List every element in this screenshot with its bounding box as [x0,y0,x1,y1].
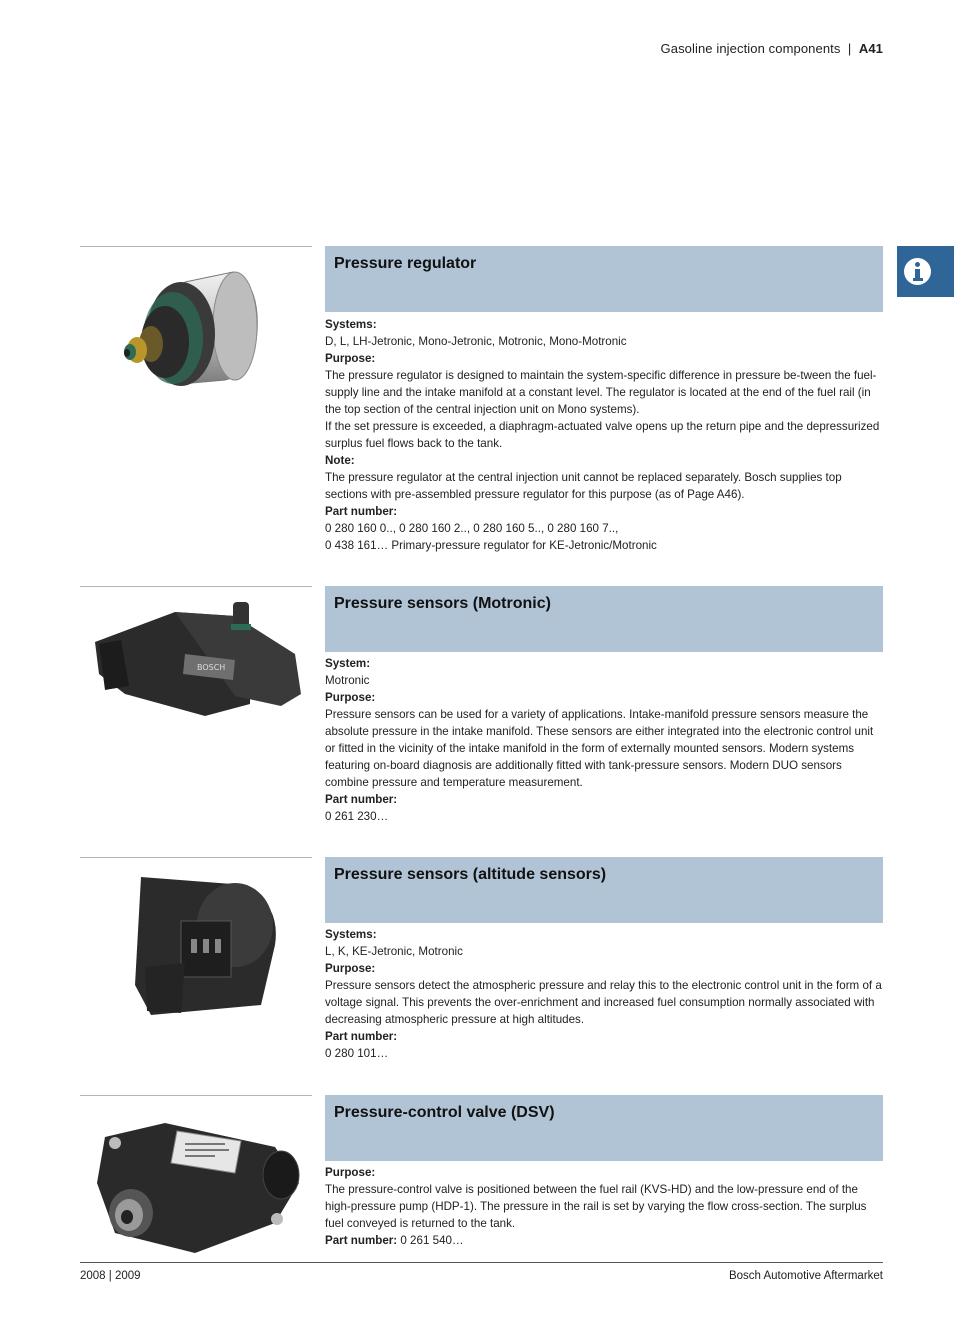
footer-publisher: Bosch Automotive Aftermarket [728,1270,883,1282]
section-divider [80,857,312,858]
info-tab[interactable] [897,246,954,297]
page-header [661,41,883,56]
section-divider [80,1095,312,1096]
section-pressure-regulator [80,246,883,566]
field-label: Purpose: [325,962,376,975]
field-label: System: [325,657,371,670]
field-label: Note: [325,454,355,467]
section-body [325,1164,883,1249]
field-text: D, L, LH-Jetronic, Mono-Jetronic, Motronic, Mono-Motronic [325,335,627,348]
field-label: Purpose: [325,691,376,704]
section-body [325,655,883,825]
field-text: L, K, KE-Jetronic, Motronic [325,945,463,958]
pressure-regulator-image [85,254,307,404]
section-pressure-sensors-motronic [80,586,883,836]
field-label: Part number: [325,1234,398,1247]
pressure-control-valve-image [85,1103,307,1253]
part-number-line [325,1232,883,1249]
field-text: Pressure sensors detect the atmospheric pressure and relay this to the electronic control unit in the form of a voltage signal. This prevents the over-enrichment and increased fuel consumption normally associated with decreasing atmospheric pressure at high altitudes. [325,979,882,1026]
section-title: Pressure sensors (Motronic) [334,595,551,612]
header-section-title: Gasoline injection components [660,41,841,56]
footer-years: 2008 | 2009 [80,1270,141,1282]
part-number-text: 0 261 540… [400,1234,464,1247]
field-text: The pressure regulator is designed to maintain the system-specific difference in pressure be-tween the fuel-supply line and the intake manifold at a constant level. The regulator is located at the end of the fuel rail (in the top section of the central injection unit on Mono systems). [325,369,877,416]
field-text: Motronic [325,674,370,687]
field-label: Systems: [325,318,377,331]
page-number: A41 [858,41,883,56]
field-text: The pressure-control valve is positioned between the fuel rail (KVS-HD) and the low-pressure end of the high-pressure pump (HDP-1). The pressure in the rail is set by varying the flow cross-section. The surplus fuel conveyed is returned to the tank. [325,1183,867,1230]
section-divider [80,246,312,247]
section-title-band [325,1095,883,1161]
section-pressure-sensors-altitude [80,857,883,1077]
field-label: Part number: [325,1030,398,1043]
section-title-band [325,857,883,923]
field-text: Pressure sensors can be used for a variety of applications. Intake-manifold pressure sensors measure the absolute pressure in the intake manifold. These sensors are either integrated into the electronic control unit or fitted in the vicinity of the intake manifold in the form of externally mounted sensors. Modern systems featuring on-board diagnosis are additionally fitted with tank-pressure sensors. Modern DUO sensors combine pressure and temperature measurement. [325,708,874,789]
section-title-band [325,246,883,312]
section-divider [80,586,312,587]
altitude-sensor-image [85,865,307,1015]
part-number-text: 0 438 161… Primary-pressure regulator for KE-Jetronic/Motronic [325,539,657,552]
field-text: If the set pressure is exceeded, a diaphragm-actuated valve opens up the return pipe and the depressurized surplus fuel flows back to the tank. [325,420,880,450]
field-label: Systems: [325,928,377,941]
section-title: Pressure sensors (altitude sensors) [334,866,607,883]
field-label: Part number: [325,505,398,518]
section-title: Pressure regulator [334,255,477,272]
header-separator: | [847,41,852,56]
part-number-text: 0 280 101… [325,1047,389,1060]
section-title: Pressure-control valve (DSV) [334,1104,555,1121]
section-body [325,316,883,554]
footer-divider [80,1262,883,1263]
section-body [325,926,883,1062]
part-number-text: 0 280 160 0.., 0 280 160 2.., 0 280 160 5.., 0 280 160 7.., [325,522,619,535]
section-pressure-control-valve [80,1095,883,1255]
section-title-band [325,586,883,652]
info-icon [904,258,931,285]
field-label: Part number: [325,793,398,806]
field-text: The pressure regulator at the central injection unit cannot be replaced separately. Bosch supplies top sections with pre-assembled pressure regulator for this purpose (as of Page A46). [325,471,842,501]
svg-text:BOSCH: BOSCH [197,663,226,672]
field-label: Purpose: [325,352,376,365]
part-number-text: 0 261 230… [325,810,389,823]
pressure-sensor-motronic-image [85,594,307,744]
field-label: Purpose: [325,1166,376,1179]
